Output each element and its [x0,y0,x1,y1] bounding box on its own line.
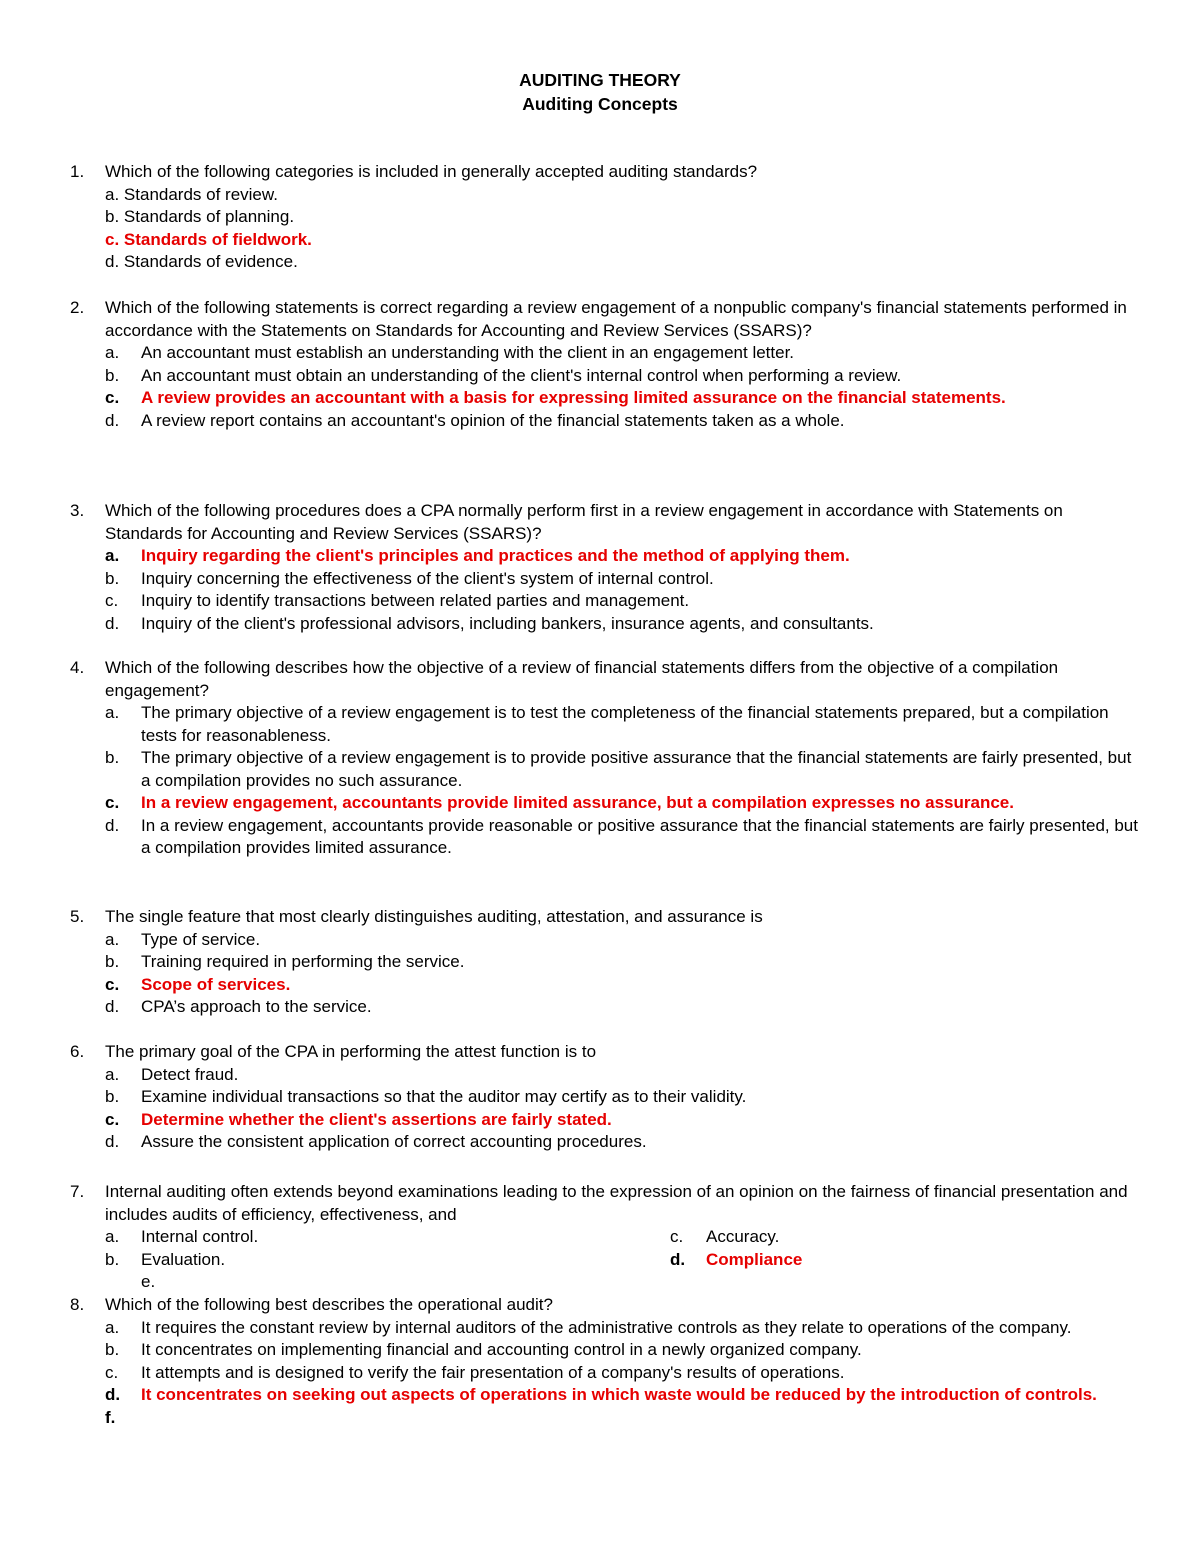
option-text: In a review engagement, accountants provide reasonable or positive assurance that the financial statements are fairly presented, but a compilation provides limited assurance. [141,815,1138,857]
question-text: The primary goal of the CPA in performing the attest function is to [105,1042,597,1061]
option-letter: c. [670,1227,684,1246]
option-letter: c. [105,229,120,249]
question-3 [70,500,1140,635]
option-c [105,1362,1140,1385]
option-text: Determine whether the client's assertions are fairly stated. [141,1109,612,1129]
option-c-correct-answer [105,1109,1140,1132]
option-text: Standards of evidence. [123,252,298,271]
option-text: The primary objective of a review engagement is to provide positive assurance that the financial statements are fairly presented, but a compilation provides no such assurance. [141,748,1132,790]
option-letter: c. [105,793,120,812]
question-7 [70,1181,1140,1294]
question-text: The single feature that most clearly distinguishes auditing, attestation, and assurance is [105,907,763,926]
option-d [105,251,1140,274]
option-text: Standards of fieldwork. [123,229,312,249]
question-number: 8. [70,1295,85,1314]
option-text: CPA’s approach to the service. [141,997,372,1016]
option-letter: d. [670,1249,686,1269]
option-b [105,1339,1140,1362]
option-text: An accountant must obtain an understanding of the client's internal control when performing a review. [141,365,902,385]
option-letter: e. [141,1272,156,1291]
option-a [105,184,1140,207]
option-letter: f. [105,1407,116,1427]
question-text: Internal auditing often extends beyond examinations leading to the expression of an opinion on the fairness of financial presentation and includes audits of efficiency, effectiveness, and [105,1182,1128,1224]
option-text: It attempts and is designed to verify the fair presentation of a company's results of operations. [141,1362,845,1382]
option-letter: a. [105,703,120,722]
question-2 [70,297,1140,432]
question-text: Which of the following describes how the objective of a review of financial statements differs from the objective of a compilation engagement? [105,658,1059,700]
option-letter: a. [105,1317,120,1337]
option-d [105,1131,1140,1154]
option-a [105,702,1140,747]
option-d [105,996,1140,1019]
option-letter: b. [105,1087,120,1106]
option-text: Assure the consistent application of correct accounting procedures. [141,1132,647,1151]
question-8 [70,1294,1140,1427]
option-text: Accuracy. [706,1227,780,1246]
question-number: 6. [70,1042,85,1061]
option-letter: a. [105,1064,120,1084]
option-letter: c. [105,1109,120,1129]
option-c-correct-answer [105,229,1140,252]
option-a [105,1226,605,1249]
option-text: Inquiry to identify transactions between related parties and management. [141,591,690,610]
option-d [105,613,1140,636]
option-letter: c. [105,591,119,610]
option-d [105,815,1140,860]
option-a [105,1064,1140,1087]
option-a [105,929,1140,952]
question-number: 5. [70,907,85,926]
option-c-correct-answer [105,974,1140,997]
option-text: Evaluation. [141,1249,226,1269]
option-letter: a. [105,546,120,565]
option-text: Internal control. [141,1227,259,1246]
option-letter: b. [105,748,120,767]
option-letter: d. [105,613,120,633]
option-a-correct-answer [105,545,1140,568]
option-letter: b. [105,568,120,588]
option-letter: d. [105,1132,120,1151]
option-b [105,1249,605,1272]
question-number: 4. [70,658,85,677]
option-text: Inquiry concerning the effectiveness of the client's system of internal control. [141,568,714,588]
option-c [670,1226,1170,1249]
option-c [105,590,1140,613]
question-5 [70,906,1140,1019]
question-4 [70,657,1140,860]
option-letter: a. [105,929,120,949]
option-text: Inquiry of the client's professional advisors, including bankers, insurance agents, and consultants. [141,613,874,633]
document-subtitle: Auditing Concepts [522,94,678,114]
question-text: Which of the following best describes the operational audit? [105,1295,553,1314]
option-letter: d. [105,997,120,1016]
option-b [105,365,1140,388]
option-letter: b. [105,365,120,385]
option-b [105,747,1140,792]
option-c-correct-answer [105,387,1140,410]
option-text: It concentrates on implementing financial and accounting control in a newly organized company. [141,1340,862,1359]
question-1 [70,161,1140,274]
option-letter: d. [105,410,120,430]
option-letter: a. [105,1227,120,1246]
option-letter: c. [105,388,120,407]
option-letter: d. [105,1385,121,1404]
option-letter: b. [105,1249,120,1269]
option-text: Detect fraud. [141,1064,239,1084]
option-text: An accountant must establish an understanding with the client in an engagement letter. [141,343,795,362]
option-text: The primary objective of a review engagement is to test the completeness of the financial statements prepared, but a compilation tests for reasonableness. [141,703,1109,745]
option-letter: a. [105,343,120,362]
option-d-correct-answer [670,1249,1170,1272]
option-text: Standards of planning. [123,207,295,226]
option-b [105,206,1140,229]
option-d-correct-answer [105,1384,1140,1407]
question-text: Which of the following procedures does a CPA normally perform first in a review engagement in accordance with Statements on Standards for Accounting and Review Services (SSARS)? [105,501,1063,543]
question-number: 1. [70,162,85,181]
option-text: Type of service. [141,929,261,949]
option-text: It concentrates on seeking out aspects of operations in which waste would be reduced by the introduction of controls. [141,1385,1097,1404]
option-text: A review report contains an accountant's opinion of the financial statements taken as a whole. [141,410,845,430]
question-number: 2. [70,298,85,317]
option-letter: d. [105,815,120,835]
option-text: Examine individual transactions so that the auditor may certify as to their validity. [141,1087,747,1106]
option-letter: b. [105,1340,120,1359]
option-letter: c. [105,974,120,994]
option-letter: a. [105,184,120,204]
option-letter: b. [105,207,120,226]
stray-option-e [105,1271,1140,1294]
option-text: Inquiry regarding the client's principles and practices and the method of applying them. [141,546,850,565]
option-b [105,951,1140,974]
option-letter: c. [105,1362,119,1382]
option-text: Training required in performing the service. [141,952,465,971]
option-a [105,342,1140,365]
question-number: 3. [70,501,85,520]
question-text: Which of the following categories is included in generally accepted auditing standards? [105,162,758,181]
option-text: Scope of services. [141,974,291,994]
option-letter: b. [105,952,120,971]
option-b [105,1086,1140,1109]
question-number: 7. [70,1182,85,1201]
option-text: A review provides an accountant with a basis for expressing limited assurance on the financial statements. [141,388,1006,407]
option-text: Standards of review. [123,184,278,204]
option-text: Compliance [706,1249,803,1269]
question-text: Which of the following statements is correct regarding a review engagement of a nonpublic company's financial statements performed in accordance with the Statements on Standards for Accounting and Review Services (SSARS)? [105,298,1127,340]
option-text: In a review engagement, accountants provide limited assurance, but a compilation expresses no assurance. [141,793,1014,812]
option-c-correct-answer [105,792,1140,815]
option-text: It requires the constant review by internal auditors of the administrative controls as they relate to operations of the company. [141,1317,1072,1337]
option-d [105,410,1140,433]
option-b [105,568,1140,591]
option-a [105,1317,1140,1340]
options-two-column [105,1226,1140,1271]
option-letter: d. [105,252,120,271]
question-6 [70,1041,1140,1154]
document-title: AUDITING THEORY [519,70,681,90]
